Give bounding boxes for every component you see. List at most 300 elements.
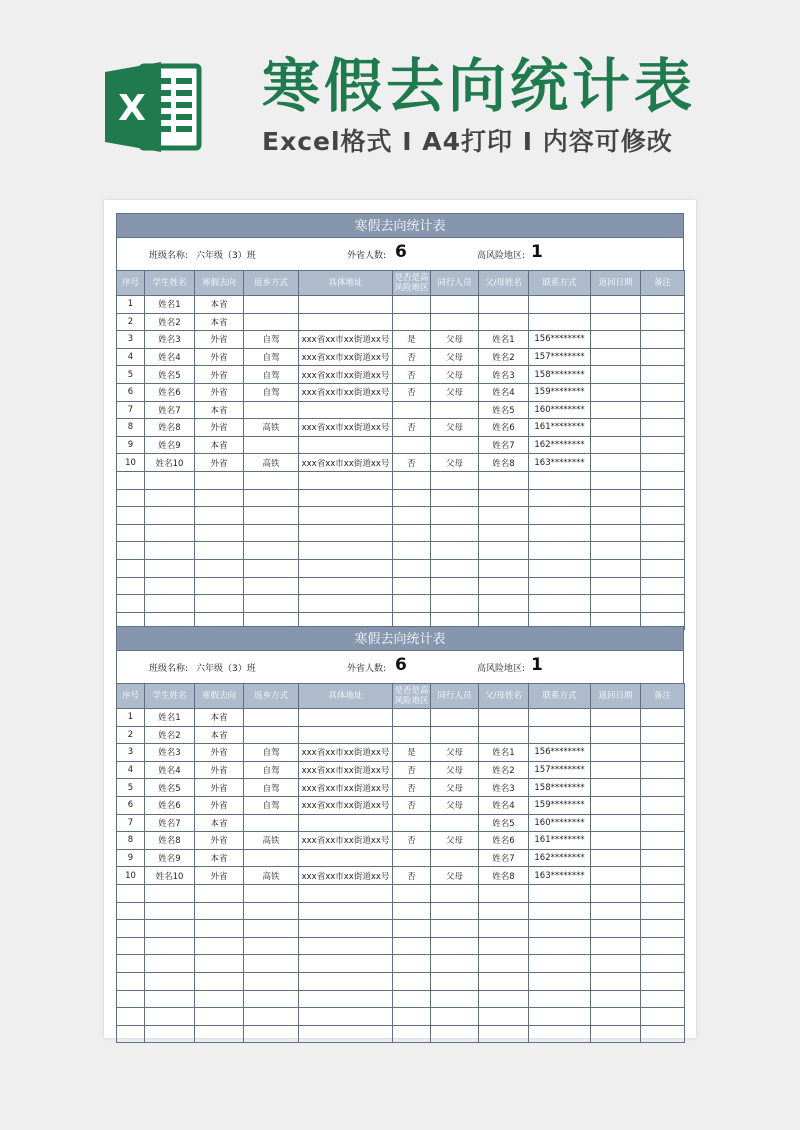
table-cell: 姓名6	[479, 832, 529, 850]
table-cell	[431, 814, 479, 832]
table-cell	[393, 296, 431, 314]
empty-cell	[244, 884, 299, 902]
empty-cell	[117, 471, 145, 489]
column-header-row	[117, 271, 685, 296]
table-cell: 父母	[431, 419, 479, 437]
table-cell	[299, 709, 393, 727]
empty-table-row	[117, 471, 685, 489]
empty-cell	[393, 489, 431, 507]
col-destination: 寒假去向	[195, 271, 244, 296]
empty-cell	[299, 920, 393, 938]
table-cell: 姓名7	[479, 436, 529, 454]
empty-cell	[431, 471, 479, 489]
empty-cell	[479, 920, 529, 938]
table-row	[117, 383, 685, 401]
empty-cell	[431, 1008, 479, 1026]
table-cell: 161********	[529, 419, 591, 437]
empty-cell	[145, 471, 195, 489]
table-cell: 姓名6	[479, 419, 529, 437]
table-cell: 姓名4	[145, 761, 195, 779]
table-cell: 1	[117, 709, 145, 727]
table-cell: 姓名4	[145, 348, 195, 366]
table-cell	[641, 744, 685, 762]
empty-cell	[591, 524, 641, 542]
table-cell	[641, 761, 685, 779]
empty-cell	[145, 559, 195, 577]
table-cell: 姓名2	[479, 348, 529, 366]
table-cell: 自驾	[244, 796, 299, 814]
table-cell	[431, 726, 479, 744]
table-cell: 4	[117, 348, 145, 366]
class-label: 班级名称:	[149, 664, 189, 674]
table-cell: 162********	[529, 849, 591, 867]
table-cell: 5	[117, 779, 145, 797]
table-cell: 本省	[195, 726, 244, 744]
table-row	[117, 331, 685, 349]
high-risk-count: 1	[531, 655, 543, 675]
table-cell: 外省	[195, 454, 244, 472]
table-cell: 158********	[529, 366, 591, 384]
table-cell: 外省	[195, 744, 244, 762]
table-cell: 10	[117, 454, 145, 472]
table-cell	[641, 832, 685, 850]
empty-cell	[479, 559, 529, 577]
empty-table-row	[117, 559, 685, 577]
empty-cell	[195, 884, 244, 902]
table-cell	[479, 709, 529, 727]
table-cell: 姓名1	[479, 331, 529, 349]
empty-cell	[244, 972, 299, 990]
table-cell: 161********	[529, 832, 591, 850]
empty-cell	[299, 902, 393, 920]
table-cell: 父母	[431, 383, 479, 401]
empty-cell	[393, 1025, 431, 1043]
empty-table-row	[117, 884, 685, 902]
class-value: 六年级（3）班	[196, 664, 256, 674]
table-cell: 157********	[529, 761, 591, 779]
empty-cell	[195, 902, 244, 920]
empty-cell	[244, 559, 299, 577]
table-cell: 6	[117, 383, 145, 401]
empty-cell	[145, 542, 195, 560]
empty-cell	[591, 1025, 641, 1043]
table-title: 寒假去向统计表	[116, 626, 684, 651]
empty-cell	[299, 471, 393, 489]
empty-cell	[479, 1008, 529, 1026]
table-cell: 163********	[529, 454, 591, 472]
table-cell: 外省	[195, 383, 244, 401]
col-address: 具体地址	[299, 684, 393, 709]
table-cell: 是	[393, 744, 431, 762]
table-cell: 姓名3	[479, 779, 529, 797]
table-cell: xxx省xx市xx街道xx号	[299, 867, 393, 885]
table-cell: 否	[393, 366, 431, 384]
empty-cell	[145, 990, 195, 1008]
empty-cell	[299, 524, 393, 542]
table-cell: 父母	[431, 348, 479, 366]
empty-cell	[117, 1025, 145, 1043]
table-cell: xxx省xx市xx街道xx号	[299, 366, 393, 384]
empty-cell	[641, 955, 685, 973]
table-cell: 外省	[195, 348, 244, 366]
summary-row	[116, 651, 684, 683]
empty-cell	[299, 559, 393, 577]
empty-cell	[195, 972, 244, 990]
empty-cell	[393, 577, 431, 595]
table-cell: xxx省xx市xx街道xx号	[299, 454, 393, 472]
statistics-table-2	[116, 626, 684, 1043]
table-cell: 高铁	[244, 832, 299, 850]
table-cell: 外省	[195, 867, 244, 885]
empty-cell	[244, 955, 299, 973]
empty-cell	[393, 884, 431, 902]
col-parent-name: 父/母姓名	[479, 684, 529, 709]
table-cell: 本省	[195, 814, 244, 832]
page-title: 寒假去向统计表	[262, 52, 697, 120]
empty-cell	[529, 972, 591, 990]
empty-cell	[529, 577, 591, 595]
table-cell: 姓名1	[145, 296, 195, 314]
table-cell	[393, 814, 431, 832]
table-cell: xxx省xx市xx街道xx号	[299, 761, 393, 779]
table-cell	[529, 709, 591, 727]
table-cell: 10	[117, 867, 145, 885]
table-cell: 156********	[529, 331, 591, 349]
table-cell	[641, 796, 685, 814]
empty-cell	[195, 955, 244, 973]
table-cell	[591, 331, 641, 349]
table-cell: 姓名9	[145, 849, 195, 867]
table-cell	[299, 401, 393, 419]
table-cell	[591, 726, 641, 744]
table-cell	[641, 401, 685, 419]
empty-cell	[529, 1025, 591, 1043]
empty-cell	[393, 920, 431, 938]
empty-cell	[195, 524, 244, 542]
empty-cell	[431, 559, 479, 577]
empty-cell	[117, 920, 145, 938]
table-cell	[591, 814, 641, 832]
table-cell: 否	[393, 796, 431, 814]
empty-cell	[393, 507, 431, 525]
table-row	[117, 401, 685, 419]
table-cell	[641, 419, 685, 437]
empty-cell	[431, 524, 479, 542]
table-cell: 否	[393, 779, 431, 797]
empty-cell	[145, 955, 195, 973]
empty-cell	[431, 902, 479, 920]
out-province-count: 6	[395, 655, 407, 675]
table-cell: 姓名2	[145, 726, 195, 744]
empty-cell	[431, 972, 479, 990]
empty-cell	[393, 1008, 431, 1026]
table-cell	[591, 709, 641, 727]
table-cell	[431, 709, 479, 727]
table-cell: 否	[393, 454, 431, 472]
table-cell: 高铁	[244, 867, 299, 885]
table-cell	[641, 436, 685, 454]
table-cell: 本省	[195, 401, 244, 419]
empty-cell	[117, 902, 145, 920]
empty-cell	[145, 1025, 195, 1043]
table-cell	[431, 313, 479, 331]
empty-cell	[117, 955, 145, 973]
empty-cell	[591, 559, 641, 577]
table-cell: 否	[393, 761, 431, 779]
empty-cell	[393, 595, 431, 613]
table-cell: 否	[393, 383, 431, 401]
table-cell: 是	[393, 331, 431, 349]
out-province-label: 外省人数:	[347, 251, 387, 261]
col-travel-mode: 返乡方式	[244, 271, 299, 296]
empty-cell	[641, 595, 685, 613]
table-cell: 姓名5	[145, 366, 195, 384]
table-cell	[529, 726, 591, 744]
table-cell	[591, 761, 641, 779]
table-cell: 否	[393, 832, 431, 850]
table-cell: 1	[117, 296, 145, 314]
table-cell: 高铁	[244, 419, 299, 437]
table-cell: 姓名2	[145, 313, 195, 331]
table-cell	[591, 867, 641, 885]
table-cell	[244, 436, 299, 454]
table-cell: 5	[117, 366, 145, 384]
empty-cell	[431, 507, 479, 525]
document-sheet	[104, 200, 696, 1038]
table-cell	[641, 779, 685, 797]
empty-cell	[641, 1008, 685, 1026]
empty-cell	[591, 595, 641, 613]
table-row	[117, 419, 685, 437]
table-cell: 姓名7	[145, 401, 195, 419]
empty-cell	[244, 1025, 299, 1043]
logo-letter: X	[118, 88, 146, 129]
empty-cell	[431, 542, 479, 560]
empty-cell	[195, 489, 244, 507]
empty-cell	[591, 937, 641, 955]
col-high-risk: 是否是高风险地区	[393, 684, 431, 709]
empty-cell	[431, 1025, 479, 1043]
empty-cell	[117, 595, 145, 613]
table-cell	[591, 366, 641, 384]
table-cell: 160********	[529, 814, 591, 832]
table-cell	[591, 348, 641, 366]
table-cell: 本省	[195, 436, 244, 454]
table-cell	[591, 832, 641, 850]
empty-cell	[641, 559, 685, 577]
empty-cell	[195, 1025, 244, 1043]
empty-cell	[195, 937, 244, 955]
table-cell: 姓名10	[145, 867, 195, 885]
empty-cell	[244, 524, 299, 542]
table-cell: 160********	[529, 401, 591, 419]
high-risk-count: 1	[531, 242, 543, 262]
empty-cell	[299, 1008, 393, 1026]
col-contact: 联系方式	[529, 271, 591, 296]
empty-cell	[641, 937, 685, 955]
table-cell: 姓名3	[479, 366, 529, 384]
table-cell: 外省	[195, 331, 244, 349]
table-cell: 姓名7	[479, 849, 529, 867]
table-row	[117, 313, 685, 331]
empty-cell	[591, 542, 641, 560]
empty-cell	[145, 884, 195, 902]
table-cell: 157********	[529, 348, 591, 366]
table-cell	[591, 419, 641, 437]
table-cell	[393, 401, 431, 419]
table-cell: 姓名5	[145, 779, 195, 797]
empty-cell	[195, 542, 244, 560]
col-index: 序号	[117, 684, 145, 709]
table-cell: 自驾	[244, 744, 299, 762]
table-cell	[479, 726, 529, 744]
empty-cell	[145, 524, 195, 542]
col-student-name: 学生姓名	[145, 271, 195, 296]
out-province-count: 6	[395, 242, 407, 262]
table-cell: 自驾	[244, 331, 299, 349]
out-province-label: 外省人数:	[347, 664, 387, 674]
col-address: 具体地址	[299, 271, 393, 296]
empty-table-row	[117, 955, 685, 973]
empty-cell	[529, 542, 591, 560]
table-row	[117, 744, 685, 762]
table-row	[117, 779, 685, 797]
table-cell: 高铁	[244, 454, 299, 472]
table-cell: 158********	[529, 779, 591, 797]
empty-cell	[299, 937, 393, 955]
empty-cell	[479, 990, 529, 1008]
table-cell: 姓名5	[479, 401, 529, 419]
empty-cell	[479, 1025, 529, 1043]
empty-cell	[431, 990, 479, 1008]
empty-cell	[431, 577, 479, 595]
empty-cell	[529, 955, 591, 973]
table-cell: 本省	[195, 849, 244, 867]
table-cell	[591, 796, 641, 814]
empty-cell	[479, 902, 529, 920]
table-cell: 自驾	[244, 348, 299, 366]
empty-cell	[299, 577, 393, 595]
empty-cell	[431, 489, 479, 507]
empty-cell	[641, 577, 685, 595]
empty-cell	[145, 507, 195, 525]
empty-cell	[393, 471, 431, 489]
table-cell	[299, 436, 393, 454]
empty-cell	[145, 902, 195, 920]
empty-cell	[117, 507, 145, 525]
table-cell: 外省	[195, 419, 244, 437]
empty-cell	[393, 937, 431, 955]
empty-cell	[641, 902, 685, 920]
table-cell	[591, 383, 641, 401]
empty-cell	[117, 577, 145, 595]
table-cell: xxx省xx市xx街道xx号	[299, 779, 393, 797]
table-cell: 162********	[529, 436, 591, 454]
table-cell	[299, 814, 393, 832]
empty-cell	[393, 542, 431, 560]
table-row	[117, 348, 685, 366]
table-cell: 外省	[195, 366, 244, 384]
table-cell: 姓名10	[145, 454, 195, 472]
empty-cell	[641, 884, 685, 902]
empty-cell	[244, 489, 299, 507]
table-cell: 自驾	[244, 366, 299, 384]
empty-cell	[195, 990, 244, 1008]
empty-cell	[591, 1008, 641, 1026]
col-high-risk: 是否是高风险地区	[393, 271, 431, 296]
table-cell	[479, 296, 529, 314]
empty-cell	[591, 920, 641, 938]
table-cell	[591, 296, 641, 314]
table-cell: 6	[117, 796, 145, 814]
table-cell: 7	[117, 814, 145, 832]
table-cell: 8	[117, 832, 145, 850]
table-row	[117, 849, 685, 867]
table-cell: 自驾	[244, 761, 299, 779]
table-cell: 9	[117, 849, 145, 867]
empty-cell	[117, 1008, 145, 1026]
empty-cell	[244, 471, 299, 489]
empty-table-row	[117, 920, 685, 938]
empty-cell	[529, 524, 591, 542]
table-cell	[299, 296, 393, 314]
empty-cell	[299, 542, 393, 560]
class-label: 班级名称:	[149, 251, 189, 261]
excel-logo-icon	[103, 60, 203, 154]
empty-cell	[641, 507, 685, 525]
table-cell: 否	[393, 348, 431, 366]
empty-cell	[431, 595, 479, 613]
table-cell: xxx省xx市xx街道xx号	[299, 331, 393, 349]
col-companions: 同行人员	[431, 271, 479, 296]
table-cell: xxx省xx市xx街道xx号	[299, 796, 393, 814]
high-risk-label: 高风险地区:	[477, 251, 526, 261]
table-cell: 本省	[195, 709, 244, 727]
table-cell: 自驾	[244, 383, 299, 401]
table-cell: 3	[117, 331, 145, 349]
empty-cell	[299, 955, 393, 973]
empty-cell	[591, 471, 641, 489]
empty-cell	[195, 595, 244, 613]
table-cell	[244, 849, 299, 867]
empty-cell	[244, 542, 299, 560]
table-row	[117, 366, 685, 384]
empty-cell	[393, 972, 431, 990]
empty-cell	[529, 1008, 591, 1026]
table-cell: 外省	[195, 796, 244, 814]
table-row	[117, 761, 685, 779]
empty-cell	[393, 902, 431, 920]
col-return-date: 返回日期	[591, 271, 641, 296]
table-cell: 2	[117, 726, 145, 744]
table-cell: 4	[117, 761, 145, 779]
table-cell: 9	[117, 436, 145, 454]
table-cell	[591, 313, 641, 331]
table-cell: 163********	[529, 867, 591, 885]
table-cell: 否	[393, 419, 431, 437]
table-cell: 156********	[529, 744, 591, 762]
table-cell	[591, 436, 641, 454]
empty-cell	[299, 507, 393, 525]
student-table	[116, 683, 685, 1043]
empty-cell	[145, 577, 195, 595]
table-cell	[393, 849, 431, 867]
empty-cell	[431, 955, 479, 973]
table-cell	[641, 313, 685, 331]
empty-cell	[145, 972, 195, 990]
empty-cell	[244, 507, 299, 525]
table-cell: 父母	[431, 832, 479, 850]
